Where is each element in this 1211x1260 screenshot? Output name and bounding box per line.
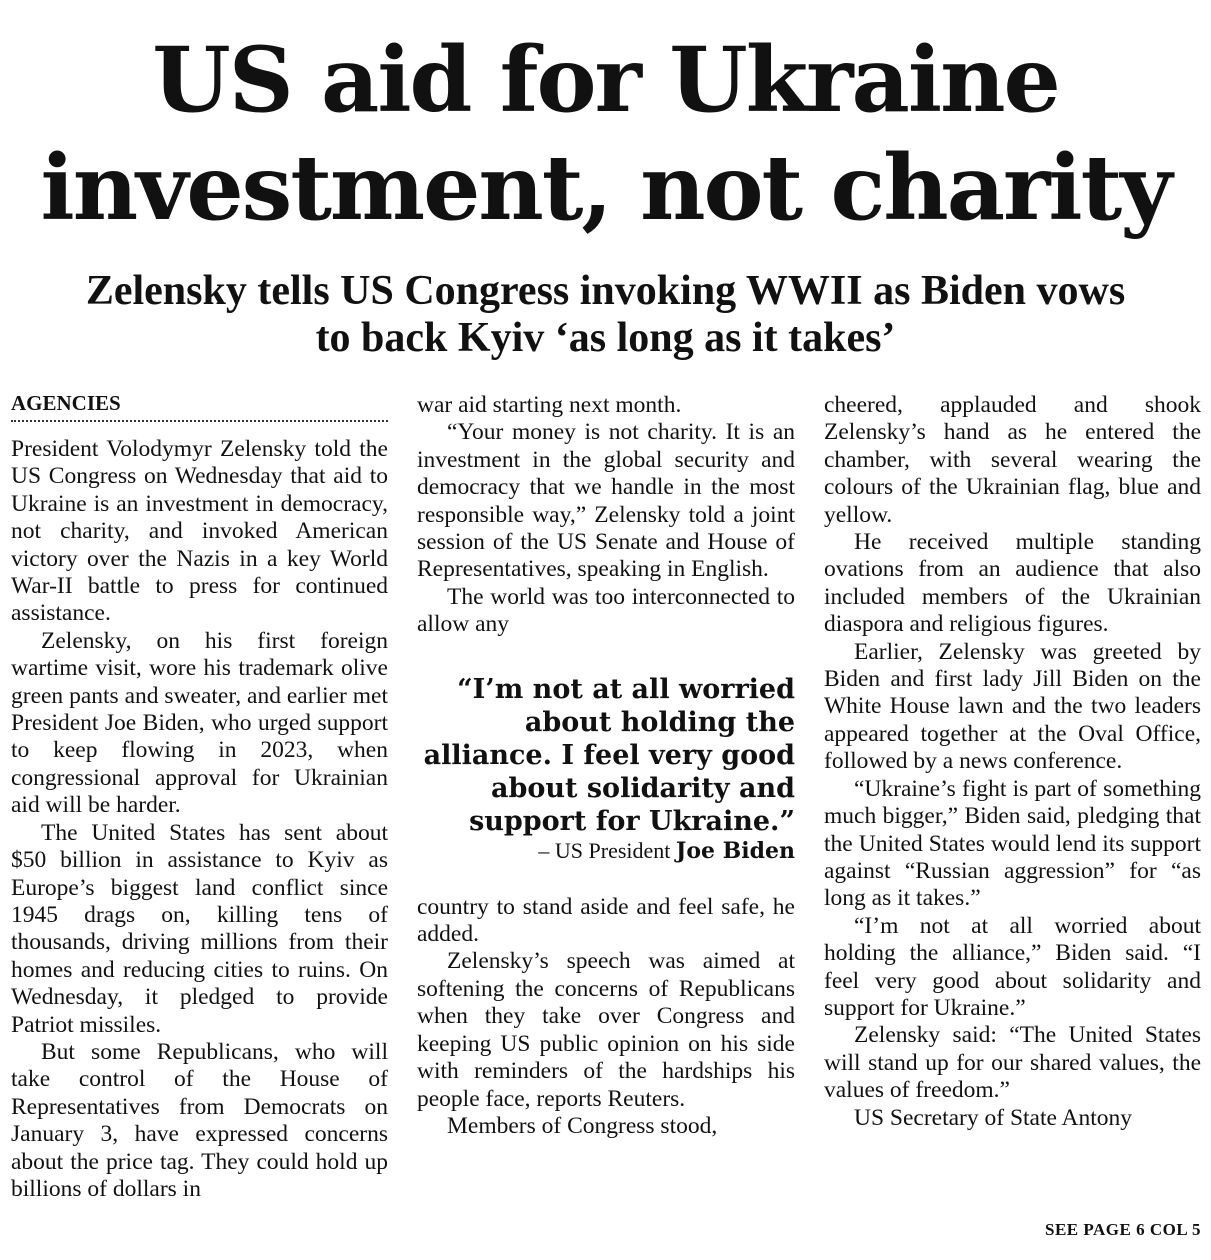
paragraph: Zelensky said: “The United States will stand up for our shared values, the values of freedom.” [824,1022,1201,1104]
paragraph: But some Republicans, who will take control of the House of Representatives from Democrats on January 3, have expressed concerns about the price tag. They could hold up billions of dollars in [11,1038,388,1202]
pull-quote-text: “I’m not at all worried about holding the alliance. I feel very good about solidarity and support for Ukraine.” [423,673,795,837]
paragraph: “Ukraine’s fight is part of something much bigger,” Biden said, pledging that the United States would lend its support against “Russian aggression” for “as long as it takes.” [824,775,1201,912]
paragraph: cheered, applauded and shook Zelensky’s hand as he entered the chamber, with several wearing the colours of the Ukrainian flag, blue and yellow. [824,392,1201,528]
subheadline-line-2: to back Kyiv ‘as long as it takes’ [315,315,896,361]
paragraph: President Volodymyr Zelensky told the US Congress on Wednesday that aid to Ukraine is an investment in democracy, not charity, and invoked American victory over the Nazis in a key World War-II battle to press for continued assistance. [11,436,388,627]
subheadline-line-1: Zelensky tells US Congress invoking WWII as Biden vows [85,268,1126,314]
paragraph: The United States has sent about $50 billion in assistance to Kyiv as Europe’s biggest land conflict since 1945 drags on, killing tens of thousands, driving millions from their homes and reducing cities to ruins. On Wednesday, it pledged to provide Patriot missiles. [11,819,388,1038]
headline-line-1: US aid for Ukraine [152,27,1059,133]
paragraph: US Secretary of State Antony [854,1104,1133,1131]
paragraph: Members of Congress stood, [447,1112,718,1139]
paragraph: country to stand aside and feel safe, he added. [417,893,795,948]
pull-quote [417,673,795,864]
paragraph: He received multiple standing ovations from an audience that also included members of the Ukrainian diaspora and religious figures. [824,529,1201,638]
article-column-2 [417,392,795,1140]
pull-quote-speaker: Joe Biden [675,837,795,864]
continued-on-page-link: SEE PAGE 6 COL 5 [1045,1220,1201,1239]
paragraph: The world was too interconnected to allow any [417,583,795,638]
paragraph: war aid starting next month. [417,392,682,418]
pull-quote-attribution [417,838,795,864]
paragraph: Zelensky, on his first foreign wartime visit, wore his trademark olive green pants and sweater, and earlier met President Joe Biden, who urged support to keep flowing in 2023, when congressional approval for Ukrainian aid will be harder. [11,627,388,819]
paragraph: Zelensky’s speech was aimed at softening the concerns of Republicans when they take over Congress and keeping US public opinion on his side with reminders of the hardships his people face, reports Reuters. [417,948,795,1112]
article-column-1 [11,392,388,1203]
pull-quote-attribution-prefix: – US President [538,837,671,863]
article-column-3 [824,392,1201,1132]
paragraph: “I’m not at all worried about holding the alliance,” Biden said. “I feel very good about solidarity and support for Ukraine.” [824,912,1201,1021]
paragraph: Earlier, Zelensky was greeted by Biden and first lady Jill Biden on the White House lawn and the two leaders appeared together at the Oval Office, followed by a news conference. [824,638,1201,775]
byline: AGENCIES [11,391,121,415]
headline-line-2: investment, not charity [40,135,1171,241]
byline-divider [11,420,388,422]
paragraph: “Your money is not charity. It is an investment in the global security and democracy that we handle in the most responsible way,” Zelensky told a joint session of the US Senate and House of Representatives, speaking in English. [417,419,795,583]
